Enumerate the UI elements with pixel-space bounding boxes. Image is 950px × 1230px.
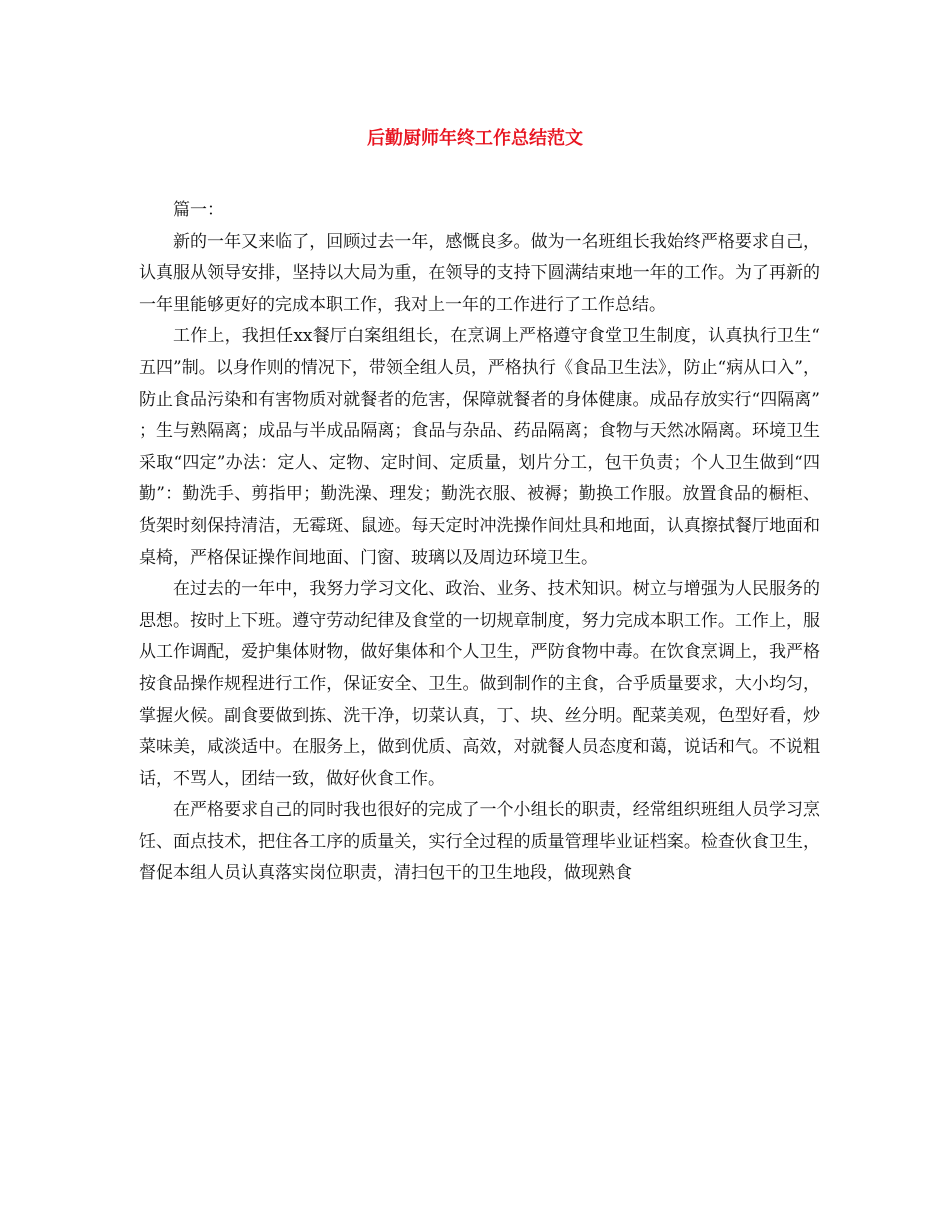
section-label: 篇一： [173, 200, 224, 220]
paragraph-2: 工作上，我担任xx餐厅白案组组长，在烹调上严格遵守食堂卫生制度，认真执行卫生“五四”制。以身作则的情况下，带领全组人员，严格执行《食品卫生法》，防止“病从口入”，防止食品污染和有害物质对就餐者的危害，保障就餐者的身体健康。成品存放实行“四隔离”；生与熟隔离；成品与半成品隔离；食品与杂品、药品隔离；食物与天然冰隔离。环境卫生采取“四定”办法：定人、定物、定时间、定质量，划片分工，包干负责；个人卫生做到“四勤”：勤洗手、剪指甲；勤洗澡、理发；勤洗衣服、被褥；勤换工作服。放置食品的橱柜、货架时刻保持清洁，无霉斑、鼠迹。每天定时冲洗操作间灶具和地面，认真擦拭餐厅地面和桌椅，严格保证操作间地面、门窗、玻璃以及周边环境卫生。 [139, 326, 820, 568]
paragraph-1: 新的一年又来临了，回顾过去一年，感慨良多。做为一名班组长我始终严格要求自己，认真服从领导安排，坚持以大局为重，在领导的支持下圆满结束地一年的工作。为了再新的一年里能够更好的完成本职工作，我对上一年的工作进行了工作总结。 [139, 231, 820, 315]
paragraph-3: 在过去的一年中，我努力学习文化、政治、业务、技术知识。树立与增强为人民服务的思想。按时上下班。遵守劳动纪律及食堂的一切规章制度，努力完成本职工作。工作上，服从工作调配，爱护集体财物，做好集体和个人卫生，严防食物中毒。在饮食烹调上，我严格按食品操作规程进行工作，保证安全、卫生。做到制作的主食，合乎质量要求，大小均匀，掌握火候。副食要做到拣、洗干净，切菜认真，丁、块、丝分明。配菜美观，色型好看，炒菜味美，咸淡适中。在服务上，做到优质、高效，对就餐人员态度和蔼，说话和气。不说粗话，不骂人，团结一致，做好伙食工作。 [139, 579, 820, 789]
document-title: 后勤厨师年终工作总结范文 [367, 128, 583, 149]
paragraph-4: 在严格要求自己的同时我也很好的完成了一个小组长的职责，经常组织班组人员学习烹饪、面点技术，把住各工序的质量关，实行全过程的质量管理毕业证档案。检查伙食卫生，督促本组人员认真落实岗位职责，清扫包干的卫生地段，做现熟食 [139, 800, 820, 884]
document-body [139, 195, 820, 890]
